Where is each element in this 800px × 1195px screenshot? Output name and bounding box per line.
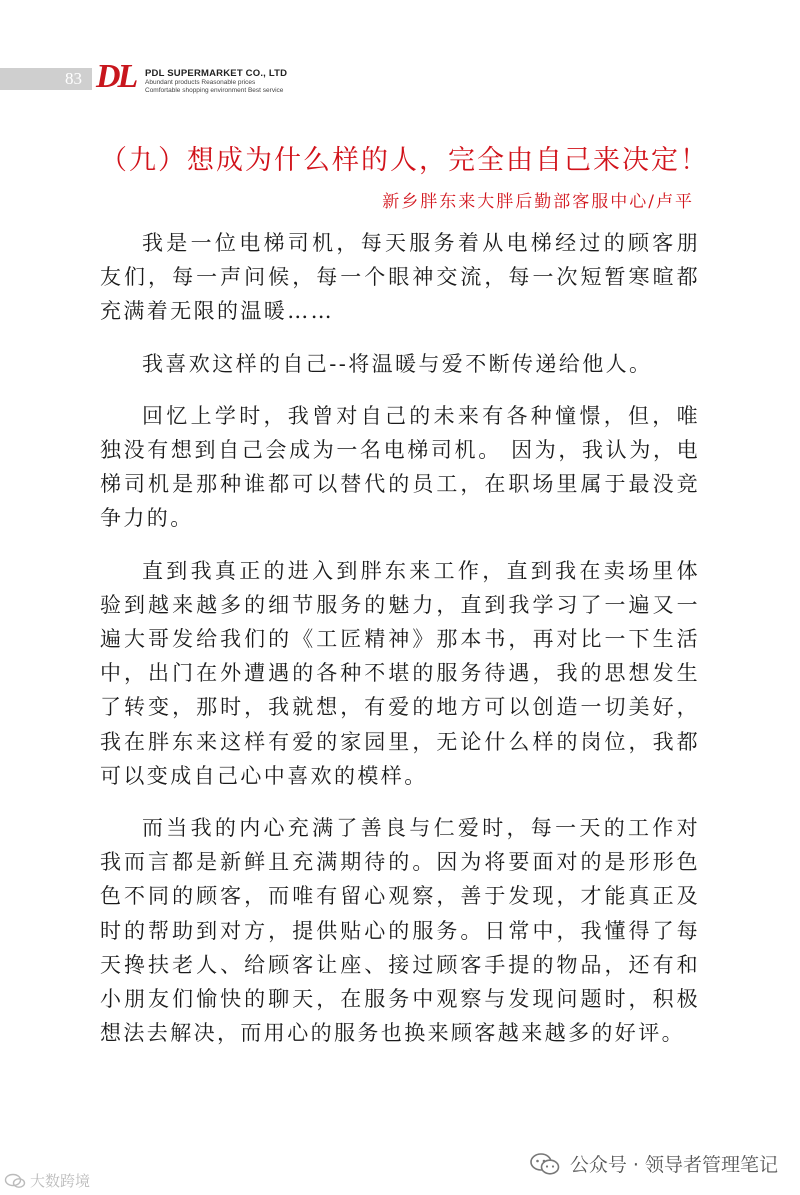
- article-paragraph: 回忆上学时，我曾对自己的未来有各种憧憬，但，唯独没有想到自己会成为一名电梯司机。 因为，我认为，电梯司机是那种谁都可以替代的员工，在职场里属于最没竞争力的。: [100, 403, 700, 531]
- company-name: PDL SUPERMARKET CO., LTD: [145, 68, 288, 79]
- wechat-icon: [530, 1153, 560, 1175]
- corner-watermark-label: 大数跨境: [30, 1172, 91, 1190]
- wechat-account-label: 公众号 · 领导者管理笔记: [569, 1154, 778, 1176]
- company-tagline-1: Abundant products Reasonable prices: [145, 79, 256, 86]
- article-paragraph: 而当我的内心充满了善良与仁爱时，每一天的工作对我而言都是新鲜且充满期待的。因为将要面对的是形形色色不同的顾客，而唯有留心观察，善于发现，才能真正及时的帮助到对方，提供贴心的服务。日常中，我懂得了每天搀扶老人、给顾客让座、接过顾客手提的物品，还有和小朋友们愉快的聊天，在服务中观察与发现问题时，积极想法去解决，而用心的服务也换来顾客越来越多的好评。: [100, 816, 700, 1046]
- page-number: 83: [65, 69, 82, 88]
- article-paragraph: 我是一位电梯司机，每天服务着从电梯经过的顾客朋友们，每一声问候，每一个眼神交流，每一次短暂寒暄都充满着无限的温暖……: [100, 231, 700, 324]
- company-logo-mark: DL: [96, 58, 136, 95]
- article-paragraph: 我喜欢这样的自己--将温暖与爱不断传递给他人。: [142, 351, 653, 376]
- article-author: 新乡胖东来大胖后勤部客服中心/卢平: [382, 192, 694, 212]
- article-title: （九）想成为什么样的人，完全由自己来决定！: [100, 145, 709, 176]
- company-logo-text: [145, 68, 287, 95]
- wechat-account-watermark: [530, 1150, 778, 1177]
- article-paragraph: 直到我真正的进入到胖东来工作，直到我在卖场里体验到越来越多的细节服务的魅力，直到我学习了一遍又一遍大哥发给我们的《工匠精神》那本书，再对比一下生活中，出门在外遭遇的各种不堪的服务待遇，我的思想发生了转变，那时，我就想，有爱的地方可以创造一切美好，我在胖东来这样有爱的家园里，无论什么样的岗位，我都可以变成自己心中喜欢的模样。: [100, 558, 700, 788]
- article-body: [100, 226, 700, 1068]
- corner-watermark: [4, 1170, 90, 1191]
- chat-bubble-icon: [4, 1173, 26, 1189]
- company-tagline-2: Comfortable shopping environment Best service: [145, 87, 284, 94]
